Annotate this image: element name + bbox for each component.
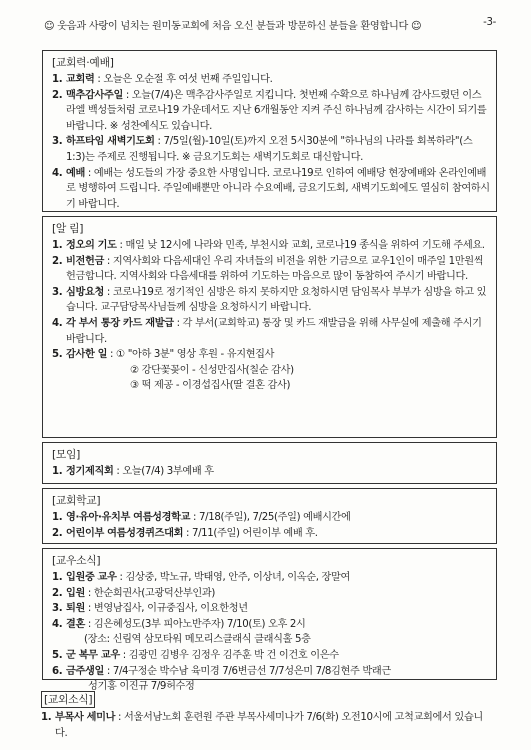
section-notices: [42, 216, 497, 438]
list-item: 4. 각 부서 통장 카드 재발급 : 각 부서(교회학교) 통장 및 카드 재발급을 위해 사무실에 제출해 주시기 바랍니다.: [52, 317, 482, 345]
list-item: 1. 교회력 : 오늘은 오순절 후 여섯 번째 주일입니다.: [52, 74, 273, 85]
section-meetings: [42, 442, 497, 484]
list-item: 5. 감사한 일 : ① "아하 3분" 영상 후원 - 유지현집사: [52, 349, 275, 361]
list-item: 1. 정오의 기도 : 매일 낮 12시에 나라와 민족, 부천시와 교회, 코로나19 종식을 위하여 기도해 주세요.: [52, 240, 485, 251]
list-item: 2. 어린이부 여름성경퀴즈대회 : 7/11(주일) 어린이부 예배 후.: [52, 527, 318, 539]
list-item: 2. 맥추감사주일 : 오늘(7/4)은 맥추감사주일로 지킵니다. 첫번째 수확으로 하나님께 감사드렸던 이스라엘 백성들처럼 코로나19 가운데서도 지난 6개월동안 지켜 주신 하나님께 감사하는 시간이 되기를 바랍니다. ※ 성찬예식도 있습니다.: [52, 89, 487, 132]
section-title: [교회력·예배]: [52, 56, 114, 69]
list-item: 1. 부목사 세미나 : 서울서남노회 훈련원 주관 부목사세미나가 7/6(화) 오전10시에 고척교회에서 있습니다.: [41, 712, 483, 739]
list-item: 3. 심방요청 : 코로나19로 정기적인 심방은 하지 못하지만 요청하시면 담임목사 부부가 심방을 하고 있습니다. 교구담당목사님들께 심방을 요청하시기 바랍니다.: [52, 286, 487, 314]
thanks-item: ③ 떡 제공 - 이경섭집사(딸 결혼 감사): [130, 380, 291, 392]
section-members: [42, 548, 497, 693]
list-item: 2. 비전헌금 : 지역사회와 다음세대인 우리 자녀들의 비전을 위한 기금으로 교우1인이 매주일 1만원씩 헌금합니다. 지역사회와 다음세대를 위하여 기도하는 마음으로 많이 동참하여 주시기 바랍니다.: [52, 255, 484, 283]
section-title: [교외소식]: [41, 691, 95, 708]
list-item: 4. 예배 : 예배는 성도들의 가장 중요한 사명입니다. 코로나19로 인하여 예배당 현장예배와 온라인예배로 병행하여 드립니다. 주일예배뿐만 아니라 수요예배, 금요기도회, 새벽기도회에도 열심히 참여하시기 바랍니다.: [52, 167, 490, 210]
page-number: -3-: [483, 17, 496, 28]
section-calendar: [42, 50, 497, 212]
list-item: 5. 군 복무 교우 : 김광민 김병우 김정우 김주훈 박 건 이건호 이은수: [52, 649, 339, 661]
birthday-more: 성기홍 이진규 7/9허수정: [88, 681, 195, 693]
thanks-item: ② 강단꽃꽂이 - 신성만집사(칠순 감사): [130, 364, 294, 376]
section-title: [모임]: [52, 448, 81, 461]
list-item: 3. 하프타임 새벽기도회 : 7/5일(월)-10일(토)까지 오전 5시30분에 "하나님의 나라를 회복하라"(스 1:3)는 주제로 진행됩니다. ※ 금요기도회는 새벽기도회로 대신합니다.: [52, 136, 473, 163]
section-external: [32, 684, 497, 739]
list-item: 3. 퇴원 : 변영남집사, 이규중집사, 이요한청년: [52, 603, 248, 615]
section-title: [교우소식]: [52, 554, 101, 567]
list-item: 2. 입원 : 한순희권사(고광덕산부인과): [52, 587, 215, 599]
list-item: 4. 결혼 : 김은혜성도(3부 피아노반주자) 7/10(토) 오후 2시: [52, 618, 306, 630]
section-title: [알 림]: [52, 222, 84, 235]
list-item: 1. 정기제직회 : 오늘(7/4) 3부예배 후: [52, 466, 214, 477]
wedding-place: (장소: 신림역 삼모타워 메모리스클래식 클래식홀 5층: [84, 634, 311, 646]
list-item: 6. 금주생일 : 7/4구정순 박수남 육미경 7/6변금선 7/7성은미 7/8김현주 박래근: [52, 665, 391, 677]
page-header: [44, 17, 496, 32]
section-school: [42, 488, 497, 544]
list-item: 1. 영·유아·유치부 여름성경학교 : 7/18(주일), 7/25(주일) 예배시간에: [52, 512, 351, 523]
welcome-text: ☺ 웃음과 사랑이 넘치는 원미동교회에 처음 오신 분들과 방문하신 분들을 환영합니다 ☺: [44, 21, 422, 32]
list-item: 1. 입원중 교우 : 김상중, 박노규, 박태영, 안주, 이상녀, 이옥순, 장말여: [52, 572, 350, 583]
section-title: [교회학교]: [52, 494, 101, 507]
